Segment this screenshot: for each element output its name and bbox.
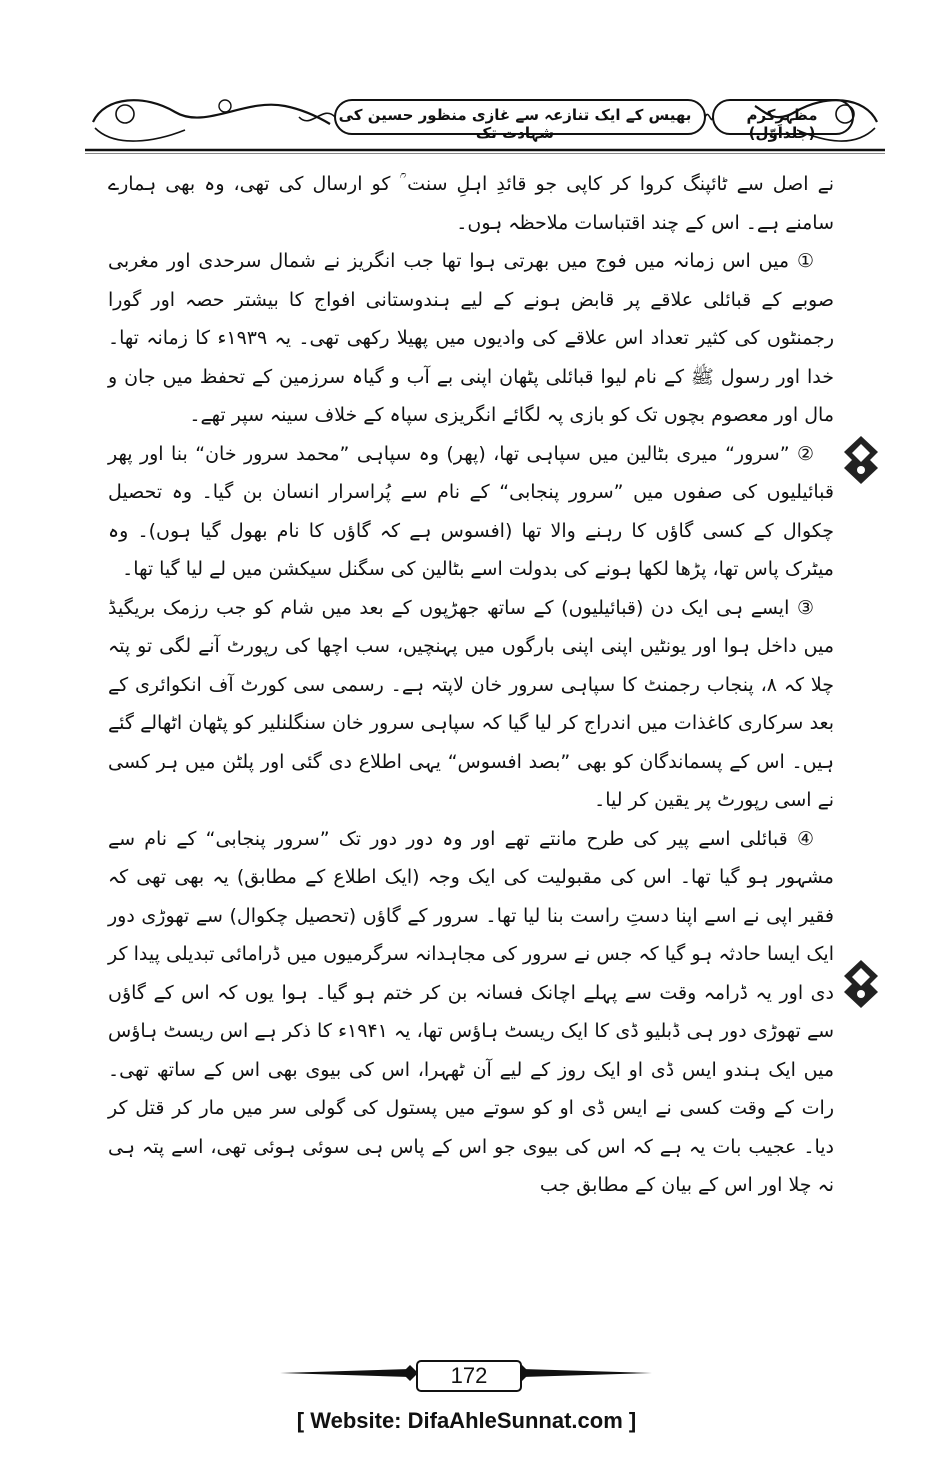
quote-paragraph-4: ④ قبائلی اسے پیر کی طرح مانتے تھے اور وہ دور دور تک ”سرور پنجابی“ کے نام سے مشہور ہو گیا تھا۔ اس کی مقبولیت کی ایک وجہ (ایک اطلاع کے مطابق) یہ بھی تھی کہ فقیر اپی نے اسے اپنا دستِ راست بنا لیا تھا۔ سرور کے گاؤں (تحصیل چکوال) سے تھوڑی دور ایک ایسا حادثہ ہو گیا کہ جس نے سرور کی مجاہدانہ سرگرمیوں میں ڈرامائی تبدیلی پیدا کر دی اور یہ ڈرامہ وقت سے پہلے اچانک فسانہ بن کر ختم ہو گیا۔ ہوا یوں کہ اس کے گاؤں سے تھوڑی دور ہی ڈبلیو ڈی کا ایک ریسٹ ہاؤس تھا، یہ ۱۹۴۱ء کا ذکر ہے اس ریسٹ ہاؤس میں ایک ہندو ایس ڈی او ایک روز کے لیے آن ٹھہرا، اس کی بیوی بھی اس کے ساتھ تھی۔ رات کے وقت کسی نے ایس ڈی او کو سوتے میں پستول کی گولی سر میں مار کر قتل کر دیا۔ عجیب بات یہ ہے کہ اس کی بیوی جو اس کے پاس ہی سوئی ہوئی تھی، اسے پتہ ہی نہ چلا اور اس کے بیان کے مطابق جب [108, 827, 835, 1196]
margin-ornament-icon [840, 434, 882, 486]
quote-paragraph-1: ① میں اس زمانہ میں فوج میں بھرتی ہوا تھا جب انگریز نے شمال سرحدی اور مغربی صوبے کے قبائلی علاقے پر قابض ہونے کے لیے ہندوستانی افواج کا بیشتر حصہ اور گورا رجمنٹوں کی کثیر تعداد اس علاقے کی وادیوں میں پھیلا رکھی تھی۔ یہ ۱۹۳۹ء کا زمانہ تھا۔ خدا اور رسول ﷺ کے نام لیوا قبائلی پٹھان اپنی بے آب و گیاہ سرزمین کے تحفظ میں جان و مال اور معصوم بچوں تک کو بازی پہ لگائے انگریزی سپاہ کے خلاف سینہ سپر تھے۔ [108, 250, 834, 426]
chapter-title: بھیس کے ایک تنازعہ سے غازی منظور حسین کی شہادت تک [338, 106, 692, 142]
page-body [108, 165, 834, 1345]
quote-paragraph-2: ② ”سرور“ میری بٹالین میں سپاہی تھا، (پھر) وہ سپاہی ”محمد سرور خان“ بنا اور پھر قبائیلیوں کی صفوں میں ”سرور پنجابی“ کے نام سے پُراسرار انسان بن گیا۔ وہ تحصیل چکوال کے کسی گاؤں کا رہنے والا تھا (افسوس ہے کہ گاؤں کا نام بھول گیا ہوں)۔ وہ میٹرک پاس تھا، پڑھا لکھا ہونے کی بدولت اسے بٹالین کی سگنل سیکشن میں لے لیا گیا تھا۔ [108, 442, 834, 580]
intro-paragraph: نے اصل سے ٹائپنگ کروا کر کاپی جو قائدِ اہلِ سنت ؒ کو ارسال کی تھی، وہ بھی ہمارے سامنے ہے۔ اس کے چند اقتباسات ملاحظہ ہوں۔ [108, 173, 834, 234]
page-number: 172 [416, 1360, 522, 1392]
book-title: مظہرِکرم (جلداوّل) [746, 106, 818, 142]
quote-paragraph-3: ③ ایسے ہی ایک دن (قبائیلیوں) کے ساتھ جھڑپوں کے بعد میں شام کو جب رزمک بریگیڈ میں داخل ہوا اور یونٹیں اپنی اپنی بارگوں میں پہنچیں، سب اچھا کی رپورٹ آنے لگی تو پتہ چلا کہ ۸، پنجاب رجمنٹ کا سپاہی سرور خان لاپتہ ہے۔ رسمی سی کورٹ آف انکوائری کے بعد سرکاری کاغذات میں اندراج کر لیا گیا کہ سپاہی سرور خان سنگلنلیر کو پٹھان اٹھالے گئے ہیں۔ اس کے پسماندگان کو بھی ”بصد افسوس“ یہی اطلاع دی گئی اور پلٹن میں ہر کسی نے اسی رپورٹ پر یقین کر لیا۔ [108, 596, 834, 811]
page-header [85, 84, 885, 154]
margin-ornament-icon [840, 958, 882, 1010]
website-footer: [ Website: DifaAhleSunnat.com ] [296, 1408, 637, 1433]
